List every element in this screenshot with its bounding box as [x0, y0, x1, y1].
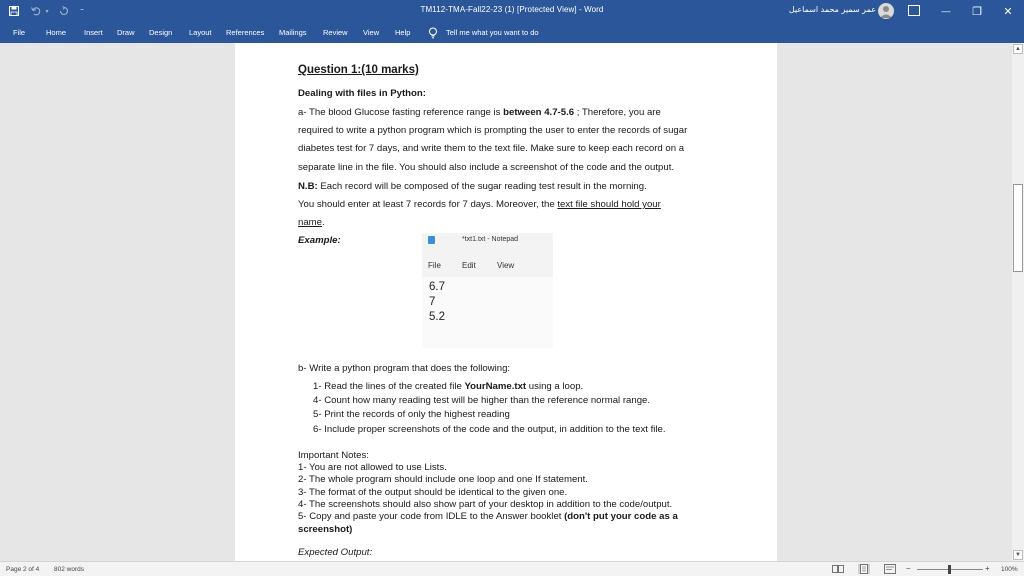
lightbulb-icon[interactable]: [428, 26, 438, 38]
scrollbar-thumb[interactable]: [1013, 184, 1023, 272]
expected-output-label: Expected Output:: [298, 547, 373, 558]
text-run: a- The blood Glucose fasting reference range is: [298, 107, 504, 118]
scroll-down-icon[interactable]: ▼: [1013, 550, 1023, 560]
read-mode-icon[interactable]: [832, 564, 844, 574]
tab-file[interactable]: File: [13, 28, 26, 37]
list-item: 6- Include proper screenshots of the code and the output, in addition to the text file.: [313, 424, 666, 435]
text-run-bold: between 4.7-5.6: [503, 107, 575, 118]
paragraph-line: separate line in the file. You should also include a screenshot of the code and the output.: [298, 162, 675, 173]
title-bar: [0, 0, 1024, 22]
word-count[interactable]: 802 words: [54, 566, 84, 573]
tab-mailings[interactable]: Mailings: [279, 28, 307, 37]
tab-references[interactable]: References: [226, 28, 265, 37]
dropdown-small-icon[interactable]: ▾: [45, 8, 49, 15]
notepad-screenshot: [422, 233, 553, 348]
zoom-out-button[interactable]: −: [906, 564, 911, 573]
notepad-menu-file: File: [428, 261, 441, 270]
restore-button[interactable]: ❐: [972, 5, 982, 18]
scroll-up-icon[interactable]: ▲: [1013, 44, 1023, 54]
document-workspace: [0, 43, 1012, 561]
notepad-icon: [428, 236, 435, 244]
ribbon-tabs: [0, 22, 1024, 43]
note-item: 3- The format of the output should be identical to the given one.: [298, 487, 568, 498]
text-run-bold: YourName.txt: [464, 381, 527, 392]
tab-design[interactable]: Design: [149, 28, 173, 37]
tab-help[interactable]: Help: [395, 28, 411, 37]
notepad-line: 7: [429, 296, 436, 308]
notes-title: Important Notes:: [298, 450, 369, 461]
notepad-title: *txt1.txt - Notepad: [462, 236, 519, 243]
paragraph-line: [298, 217, 325, 228]
tell-me-search[interactable]: Tell me what you want to do: [446, 28, 539, 37]
text-run-underline: text file should hold your: [557, 199, 661, 210]
print-layout-icon[interactable]: [858, 564, 870, 574]
note-item: 4- The screenshots should also show part of your desktop in addition to the code/output.: [298, 499, 673, 510]
list-item: 5- Print the records of only the highest reading: [313, 409, 510, 420]
zoom-slider-thumb[interactable]: [948, 565, 951, 574]
note-item: screenshot): [298, 524, 353, 535]
text-run: 5- Copy and paste your code from IDLE to the Answer booklet: [298, 511, 565, 522]
text-run-bold: N.B:: [298, 181, 318, 192]
text-run: .: [322, 217, 325, 228]
text-run: Each record will be composed of the sugar reading test result in the morning.: [317, 181, 647, 192]
tab-insert[interactable]: Insert: [84, 28, 103, 37]
text-run: 1- Read the lines of the created file: [313, 381, 465, 392]
notepad-menu-view: View: [497, 261, 515, 270]
list-item: [313, 381, 583, 392]
text-run: You should enter at least 7 records for 7 days. Moreover, the: [298, 199, 558, 210]
notepad-body: [422, 277, 553, 348]
list-item: 4- Count how many reading test will be higher than the reference normal range.: [313, 395, 651, 406]
note-item: 1- You are not allowed to use Lists.: [298, 462, 447, 473]
page-count[interactable]: Page 2 of 4: [6, 566, 40, 573]
question-title: Question 1:(10 marks): [298, 64, 419, 76]
avatar[interactable]: [878, 3, 894, 19]
minimize-button[interactable]: —: [941, 6, 951, 16]
ribbon-display-options-icon[interactable]: [908, 5, 920, 16]
text-run-underline: name: [298, 217, 322, 228]
tab-review[interactable]: Review: [323, 28, 348, 37]
example-label: Example:: [298, 235, 341, 246]
paragraph-line: required to write a python program which is prompting the user to enter the records of sugar: [298, 125, 688, 136]
notepad-menu-edit: Edit: [462, 261, 476, 270]
notepad-menu: [422, 257, 553, 277]
web-layout-icon[interactable]: [884, 564, 896, 574]
tab-view[interactable]: View: [363, 28, 380, 37]
section-heading: Dealing with files in Python:: [298, 88, 426, 99]
text-run: ; Therefore, you are: [574, 107, 661, 118]
tab-draw[interactable]: Draw: [117, 28, 135, 37]
window-title: TM112-TMA-Fall22-23 (1) [Protected View] - Word: [420, 5, 604, 14]
vertical-scrollbar[interactable]: [1012, 43, 1024, 561]
tab-layout[interactable]: Layout: [189, 28, 212, 37]
tab-home[interactable]: Home: [46, 28, 67, 37]
customize-quick-access-icon[interactable]: ⁼: [80, 8, 84, 15]
zoom-in-button[interactable]: +: [985, 564, 990, 573]
document-page[interactable]: [235, 43, 777, 561]
text-run: using a loop.: [526, 381, 584, 392]
zoom-level[interactable]: 100%: [1001, 566, 1018, 573]
text-run-bold: (don't put your code as a: [564, 511, 678, 522]
paragraph-line: diabetes test for 7 days, and write them to the text file. Make sure to keep each record on a: [298, 143, 685, 154]
note-item: [298, 511, 678, 522]
paragraph-line: [298, 107, 661, 118]
notepad-line: 6.7: [429, 281, 445, 293]
note-item: 2- The whole program should include one loop and one If statement.: [298, 474, 588, 485]
user-name[interactable]: عمر سمير محمد اسماعيل: [788, 5, 876, 14]
notepad-line: 5.2: [429, 311, 445, 323]
close-button[interactable]: ✕: [1003, 5, 1013, 18]
paragraph-line: [298, 181, 647, 192]
paragraph-line: b- Write a python program that does the following:: [298, 363, 511, 374]
paragraph-line: [298, 199, 661, 210]
notepad-titlebar: [422, 233, 553, 247]
status-bar: [0, 561, 1024, 576]
